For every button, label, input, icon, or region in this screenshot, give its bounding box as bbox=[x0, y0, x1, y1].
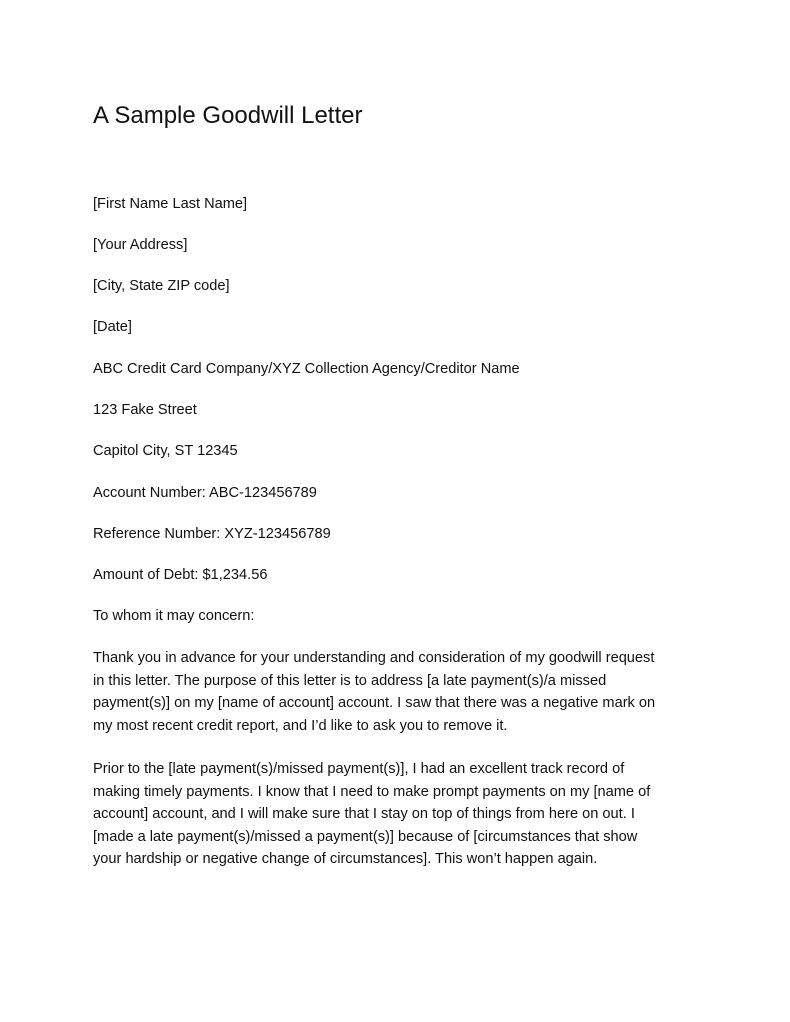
paragraph-line: my most recent credit report, and I’d like to ask you to remove it. bbox=[93, 717, 508, 734]
paragraph-line: payment(s)] on my [name of account] account. I saw that there was a negative mark on bbox=[93, 695, 656, 711]
sender-address: [Your Address] bbox=[93, 237, 188, 253]
body-paragraph-1 bbox=[93, 647, 703, 737]
recipient-company: ABC Credit Card Company/XYZ Collection Agency/Creditor Name bbox=[93, 361, 520, 377]
account-number: Account Number: ABC-123456789 bbox=[93, 485, 317, 501]
paragraph-line: your hardship or negative change of circumstances]. This won’t happen again. bbox=[93, 851, 598, 867]
sender-name: [First Name Last Name] bbox=[93, 196, 248, 212]
recipient-city-state-zip: Capitol City, ST 12345 bbox=[93, 443, 238, 459]
salutation: To whom it may concern: bbox=[93, 608, 255, 624]
paragraph-line: account] account, and I will make sure that I stay on top of things from here on out. I bbox=[93, 806, 635, 822]
body-paragraph-2 bbox=[93, 758, 703, 871]
paragraph-line: Prior to the [late payment(s)/missed payment(s)], I had an excellent track record of bbox=[93, 761, 625, 777]
reference-number: Reference Number: XYZ-123456789 bbox=[93, 526, 331, 542]
paragraph-line: Thank you in advance for your understanding and consideration of my goodwill request bbox=[93, 650, 655, 666]
letter-date: [Date] bbox=[93, 319, 132, 335]
recipient-street: 123 Fake Street bbox=[93, 402, 197, 418]
amount-of-debt: Amount of Debt: $1,234.56 bbox=[93, 567, 268, 583]
paragraph-line: in this letter. The purpose of this letter is to address [a late payment(s)/a missed bbox=[93, 672, 607, 689]
document-title: A Sample Goodwill Letter bbox=[93, 102, 363, 129]
paragraph-line: making timely payments. I know that I need to make prompt payments on my [name of bbox=[93, 783, 651, 800]
sender-city-state-zip: [City, State ZIP code] bbox=[93, 278, 230, 294]
paragraph-line: [made a late payment(s)/missed a payment(s)] because of [circumstances that show bbox=[93, 828, 638, 845]
